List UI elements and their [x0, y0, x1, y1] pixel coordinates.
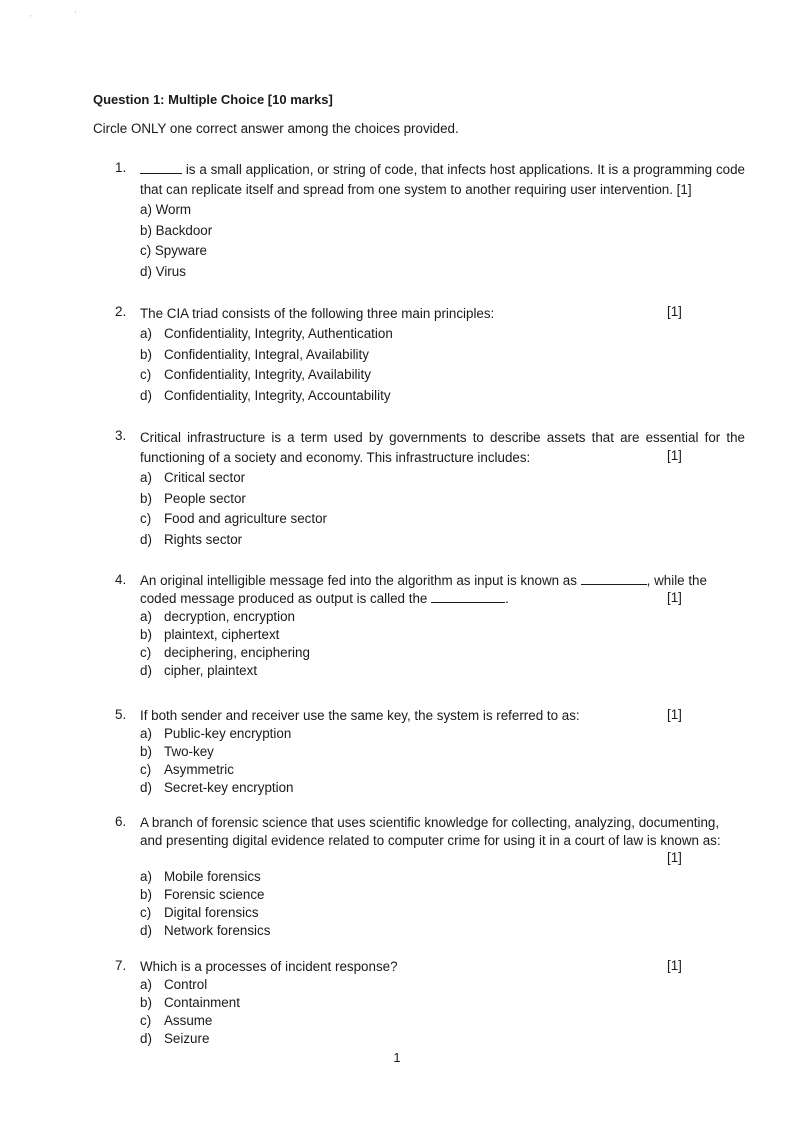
option-c[interactable]: c) Spyware: [140, 243, 207, 258]
option-d[interactable]: d) Network forensics: [140, 923, 271, 938]
question-marks: [1]: [667, 958, 682, 973]
option-b[interactable]: b) People sector: [140, 490, 246, 506]
question-7: [115, 958, 745, 1048]
option-c[interactable]: c) Confidentiality, Integrity, Availability: [140, 367, 371, 382]
option-a[interactable]: a) Public-key encryption: [140, 726, 292, 741]
page-number: 1: [393, 1050, 401, 1065]
fill-in-blank[interactable]: [140, 161, 182, 174]
question-4: [115, 572, 745, 680]
question-stem-line: An original intelligible message fed into the algorithm as input is known as , while the: [140, 573, 707, 588]
question-stem-line: A branch of forensic science that uses scientific knowledge for collecting, analyzing, documenting,: [140, 815, 720, 830]
question-number: 4.: [115, 572, 127, 587]
question-marks: [1]: [667, 850, 682, 865]
question-number: 7.: [115, 958, 127, 973]
scan-mark: ,: [30, 12, 32, 18]
option-b[interactable]: b) Backdoor: [140, 222, 213, 238]
question-2: [115, 304, 745, 406]
question-stem-line: coded message produced as output is called the .: [140, 591, 509, 606]
option-a[interactable]: a) Confidentiality, Integrity, Authentication: [140, 326, 393, 341]
option-c[interactable]: c) Digital forensics: [140, 905, 259, 920]
option-c[interactable]: c) Food and agriculture sector: [140, 511, 328, 526]
option-c[interactable]: c) Assume: [140, 1013, 213, 1028]
option-d[interactable]: d) cipher, plaintext: [140, 663, 258, 678]
option-b[interactable]: b) Containment: [140, 995, 240, 1010]
question-marks: [1]: [667, 304, 682, 319]
section-title: Question 1: Multiple Choice [10 marks]: [93, 92, 333, 107]
question-stem-line: functioning of a society and economy. This infrastructure includes:: [140, 450, 531, 465]
question-marks: [1]: [667, 590, 682, 605]
question-stem: If both sender and receiver use the same key, the system is referred to as:: [140, 708, 580, 723]
question-5: [115, 707, 745, 797]
option-d[interactable]: d) Rights sector: [140, 531, 243, 547]
option-b[interactable]: b) Two-key: [140, 744, 214, 759]
question-stem: Which is a processes of incident response?: [140, 959, 398, 974]
option-c[interactable]: c) Asymmetric: [140, 762, 234, 777]
option-b[interactable]: b) Forensic science: [140, 887, 265, 902]
scan-mark: ': [75, 12, 77, 18]
option-d[interactable]: d) Seizure: [140, 1031, 210, 1046]
option-d[interactable]: d) Secret-key encryption: [140, 780, 294, 795]
option-d[interactable]: d) Confidentiality, Integrity, Accountability: [140, 387, 391, 403]
option-b[interactable]: b) plaintext, ciphertext: [140, 627, 280, 642]
fill-in-blank[interactable]: [581, 572, 647, 585]
option-a[interactable]: a) Control: [140, 977, 208, 992]
question-3: [115, 428, 745, 550]
question-1: [115, 160, 745, 282]
question-number: 5.: [115, 707, 127, 722]
question-stem-line: that can replicate itself and spread from one system to another requiring user intervention. [1]: [140, 182, 692, 197]
question-marks: [1]: [667, 448, 682, 463]
question-number: 1.: [115, 160, 127, 175]
option-a[interactable]: a) Critical sector: [140, 470, 246, 485]
question-6: [115, 814, 745, 940]
option-c[interactable]: c) deciphering, enciphering: [140, 645, 310, 660]
question-stem-line: is a small application, or string of code, that infects host applications. It is a programming code: [140, 160, 745, 180]
question-stem-line: and presenting digital evidence related to computer crime for using it in a court of law is known as:: [140, 833, 721, 848]
option-b[interactable]: b) Confidentiality, Integral, Availability: [140, 346, 369, 362]
option-a[interactable]: a) Worm: [140, 202, 192, 217]
question-number: 3.: [115, 428, 127, 443]
option-a[interactable]: a) decryption, encryption: [140, 609, 296, 624]
spacer-line: [140, 850, 745, 868]
question-number: 6.: [115, 814, 127, 829]
question-marks: [1]: [667, 707, 682, 722]
question-stem: The CIA triad consists of the following three main principles:: [140, 306, 495, 321]
option-d[interactable]: d) Virus: [140, 263, 186, 279]
question-number: 2.: [115, 304, 127, 319]
instruction-text: Circle ONLY one correct answer among the choices provided.: [93, 121, 459, 136]
question-stem-line: Critical infrastructure is a term used by governments to describe assets that are essential for the: [140, 430, 745, 445]
fill-in-blank[interactable]: [431, 590, 505, 603]
option-a[interactable]: a) Mobile forensics: [140, 869, 261, 884]
